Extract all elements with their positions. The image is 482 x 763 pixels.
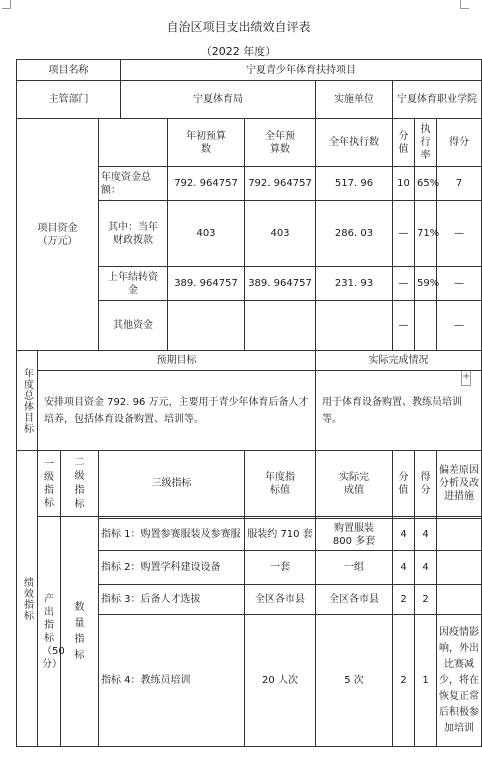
indicators-section-label-text: 绩效指标 [21,576,33,621]
goals-header-row [17,351,482,371]
fund-executed [316,301,393,351]
page-corner-mark [460,0,469,9]
fund-initial: 792. 964757 [168,167,245,201]
fund-executed: 517. 96 [316,167,393,201]
score-header: 得分 [437,119,482,167]
document-title: 自治区项目支出绩效自评表 [166,20,311,34]
level2-value-text: 数量指标 [74,601,85,661]
fund-exec-rate: 71% [415,201,437,267]
evaluation-table [16,59,482,747]
indicator-name: 指标 3：后备人才选拔 [99,585,245,615]
project-name-value: 宁夏青少年体育扶持项目 [121,60,482,81]
annual-goals-label-text: 年度总体目标 [21,367,33,434]
fund-executed: 286. 03 [316,201,393,267]
fund-row-label: 其他资金 [99,301,168,351]
fund-annual: 792. 964757 [245,167,316,201]
fund-score: — [437,301,482,351]
fund-initial: 403 [168,201,245,267]
initial-budget-header: 年初预算数 [168,119,245,167]
indicator-score-value: 2 [393,615,415,747]
fund-score: — [437,267,482,301]
goals-row [17,371,482,451]
indicator-deviation: 因疫情影响，外出比赛减少，将在恢复正常后积极参加培训 [437,615,482,747]
deviation-header: 偏差原因分析及改进措施 [437,451,482,517]
indicator-deviation [437,519,482,551]
fund-initial [168,301,245,351]
indicator-score-value: 4 [393,551,415,585]
fund-exec-rate: 65% [415,167,437,201]
indicator-score: 2 [415,585,437,615]
indicator-score-value-header: 分值 [393,451,415,517]
indicators-section-label [17,451,38,747]
fund-exec-rate: 59% [415,267,437,301]
level2-header [61,451,99,517]
document-year: （2022 年度） [200,45,277,58]
funds-label: 项目资金（万元） [17,119,99,351]
fund-annual: 403 [245,201,316,267]
expected-goal-text: 安排项目资金 792. 96 万元，主要用于青少年体育后备人才培养，包括体育设备购置、培训等。 [38,371,316,451]
fund-score-value: — [393,267,415,301]
actual-result-text: 用于体育设备购置、教练员培训等。 [316,371,482,451]
fund-row-label: 年度资金总额： [99,167,168,201]
fund-exec-rate [415,301,437,351]
project-name-row [17,60,482,81]
indicator-actual: 5 次 [316,615,393,747]
indicators-header-row [17,451,482,517]
annual-target-header: 年度指标值 [245,451,316,517]
level2-header-text: 二级指标 [74,456,85,510]
annual-execution-header: 全年执行数 [316,119,393,167]
indicator-score-value: 4 [393,519,415,551]
actual-result-header: 实际完成情况 [316,351,482,371]
fund-row-label: 上年结转资金 [99,267,168,301]
expected-goal-header: 预期目标 [38,351,316,371]
indicator-actual: 全区各市县 [316,585,393,615]
indicator-name: 指标 4：教练员培训 [99,615,245,747]
indicator-target: 全区各市县 [245,585,316,615]
indicator-name: 指标 2：购置学科建设设备 [99,551,245,585]
level3-header: 三级指标 [99,451,245,517]
expand-handle-icon[interactable]: + [461,370,471,386]
indicator-target: 20 人次 [245,615,316,747]
indicator-deviation [437,585,482,615]
indicator-score: 4 [415,551,437,585]
indicator-score: 4 [415,519,437,551]
fund-score: — [437,201,482,267]
level1-header: 一级指标 [38,451,61,517]
funds-header-row [17,119,482,167]
fund-executed: 231. 93 [316,267,393,301]
indicator-deviation [437,551,482,585]
indicator-score-header: 得分 [415,451,437,517]
annual-budget-header: 全年预算数 [245,119,316,167]
indicator-target: 一套 [245,551,316,585]
indicator-score: 1 [415,615,437,747]
indicator-score-value: 2 [393,585,415,615]
indicator-actual: 一组 [316,551,393,585]
indicator-actual: 购置服装 800 多套 [316,519,393,551]
project-name-label: 项目名称 [17,60,121,81]
fund-annual: 389. 964757 [245,267,316,301]
department-row [17,81,482,119]
annual-goals-label [17,351,38,451]
page-corner-mark [2,0,11,9]
actual-value-header: 实际完成值 [316,451,393,517]
score-value-header: 分值 [393,119,415,167]
department-label: 主管部门 [17,81,121,119]
fund-score: 7 [437,167,482,201]
fund-score-value: 10 [393,167,415,201]
fund-row-label: 其中：当年财政拨款 [99,201,168,267]
fund-initial: 389. 964757 [168,267,245,301]
fund-score-value: — [393,301,415,351]
exec-rate-header: 执行率 [415,119,437,167]
level2-value [61,517,99,747]
indicator-target: 服装约 710 套 [245,519,316,551]
implementing-unit-value: 宁夏体育职业学院 [393,81,482,119]
fund-annual [245,301,316,351]
indicator-name: 指标 1：购置参赛服装及参赛服 [99,519,245,551]
department-value: 宁夏体育局 [121,81,316,119]
funds-header-blank [99,119,168,167]
fund-score-value: — [393,201,415,267]
implementing-unit-label: 实施单位 [316,81,393,119]
level1-value: 产出指标（50 分） [38,517,61,747]
